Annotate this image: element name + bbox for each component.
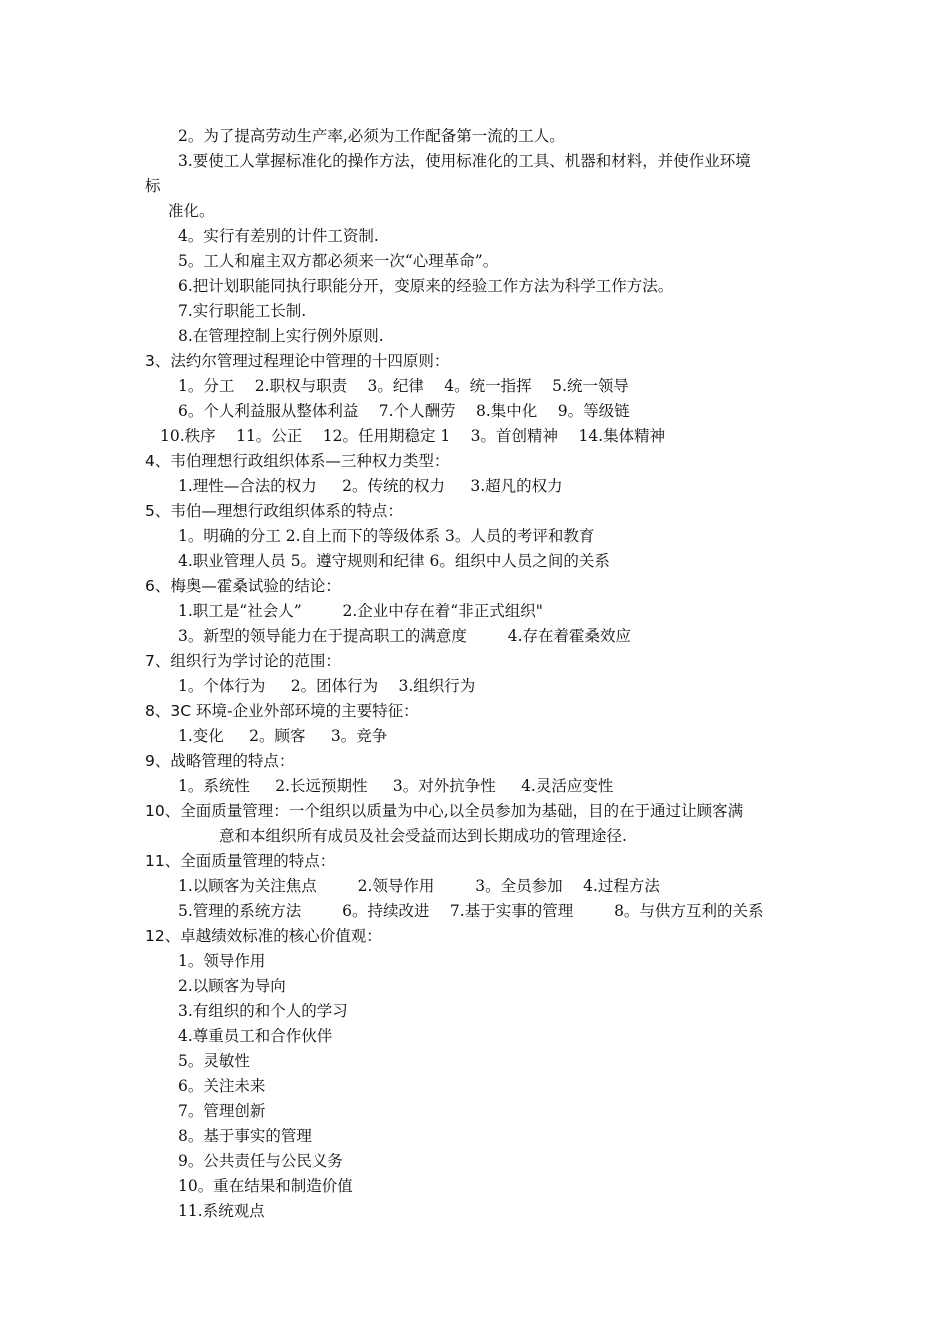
taylor-item-6: 6.把计划职能同执行职能分开，变原来的经验工作方法为科学工作方法。 xyxy=(178,277,674,295)
section-heading-weber-authority: 4、韦伯理想行政组织体系—三种权力类型： xyxy=(145,452,450,470)
section-heading-excellence: 12、卓越绩效标准的核心价值观： xyxy=(145,927,382,945)
excellence-value-6: 6。关注未来 xyxy=(178,1077,266,1095)
section-heading-fayol: 3、法约尔管理过程理论中管理的十四原则： xyxy=(145,352,450,370)
tqm-definition-line-2: 意和本组织所有成员及社会受益而达到长期成功的管理途径. xyxy=(219,827,627,845)
taylor-item-3-wrap: 标 xyxy=(145,177,161,195)
section-heading-tqm: 10、全面质量管理： xyxy=(145,802,289,820)
excellence-value-2: 2.以顾客为导向 xyxy=(178,977,286,995)
excellence-value-10: 10。重在结果和制造价值 xyxy=(178,1177,353,1195)
excellence-value-1: 1。领导作用 xyxy=(178,952,266,970)
section-heading-hawthorne: 6、梅奥—霍桑试验的结论： xyxy=(145,577,341,595)
hawthorne-line-1: 1.职工是“社会人” 2.企业中存在着“非正式组织" xyxy=(178,602,543,620)
fayol-principles-line-2: 6。个人利益服从整体利益 7.个人酬劳 8.集中化 9。等级链 xyxy=(178,402,630,420)
section-heading-tqm-features: 11、全面质量管理的特点： xyxy=(145,852,336,870)
excellence-value-8: 8。基于事实的管理 xyxy=(178,1127,312,1145)
3c-line: 1.变化 2。顾客 3。竞争 xyxy=(178,727,388,745)
excellence-value-11: 11.系统观点 xyxy=(178,1202,265,1220)
excellence-value-7: 7。管理创新 xyxy=(178,1102,266,1120)
taylor-item-7: 7.实行职能工长制. xyxy=(178,302,307,320)
section-heading-strategy: 9、战略管理的特点： xyxy=(145,752,295,770)
section-heading-3c: 8、3C 环境-企业外部环境的主要特征： xyxy=(145,702,419,720)
tqm-definition-text: 一个组织以质量为中心,以全员参加为基础，目的在于通过让顾客满 xyxy=(288,802,744,820)
fayol-principles-line-3: 10.秩序 11。公正 12。任用期稳定 1 3。首创精神 14.集体精神 xyxy=(160,427,666,445)
excellence-value-5: 5。灵敏性 xyxy=(178,1052,250,1070)
excellence-value-4: 4.尊重员工和合作伙伴 xyxy=(178,1027,333,1045)
taylor-item-8: 8.在管理控制上实行例外原则. xyxy=(178,327,384,345)
tqm-features-line-2: 5.管理的系统方法 6。持续改进 7.基于实事的管理 8。与供方互利的关系 xyxy=(178,902,764,920)
fayol-principles-line-1: 1。分工 2.职权与职责 3。纪律 4。统一指挥 5.统一领导 xyxy=(178,377,629,395)
taylor-item-2: 2。为了提高劳动生产率,必须为工作配备第一流的工人。 xyxy=(178,127,565,145)
weber-features-line-2: 4.职业管理人员 5。遵守规则和纪律 6。组织中人员之间的关系 xyxy=(178,552,610,570)
taylor-item-3-end: 准化。 xyxy=(168,202,215,220)
section-heading-weber-features: 5、韦伯—理想行政组织体系的特点： xyxy=(145,502,403,520)
hawthorne-line-2: 3。新型的领导能力在于提高职工的满意度 4.存在着霍桑效应 xyxy=(178,627,632,645)
weber-features-line-1: 1。明确的分工 2.自上而下的等级体系 3。人员的考评和教育 xyxy=(178,527,595,545)
ob-scope-line: 1。个体行为 2。团体行为 3.组织行为 xyxy=(178,677,476,695)
taylor-item-3: 3.要使工人掌握标准化的操作方法，使用标准化的工具、机器和材料，并使作业环境 xyxy=(178,152,751,170)
tqm-features-line-1: 1.以顾客为关注焦点 2.领导作用 3。全员参加 4.过程方法 xyxy=(178,877,660,895)
section-heading-ob-scope: 7、组织行为学讨论的范围： xyxy=(145,652,341,670)
excellence-value-9: 9。公共责任与公民义务 xyxy=(178,1152,343,1170)
tqm-definition-line-1 xyxy=(145,801,743,821)
excellence-value-3: 3.有组织的和个人的学习 xyxy=(178,1002,348,1020)
strategy-line: 1。系统性 2.长远预期性 3。对外抗争性 4.灵活应变性 xyxy=(178,777,614,795)
taylor-item-5: 5。工人和雇主双方都必须来一次“心理革命”。 xyxy=(178,252,499,270)
weber-authority-line: 1.理性—合法的权力 2。传统的权力 3.超凡的权力 xyxy=(178,477,563,495)
taylor-item-4: 4。实行有差别的计件工资制. xyxy=(178,227,379,245)
